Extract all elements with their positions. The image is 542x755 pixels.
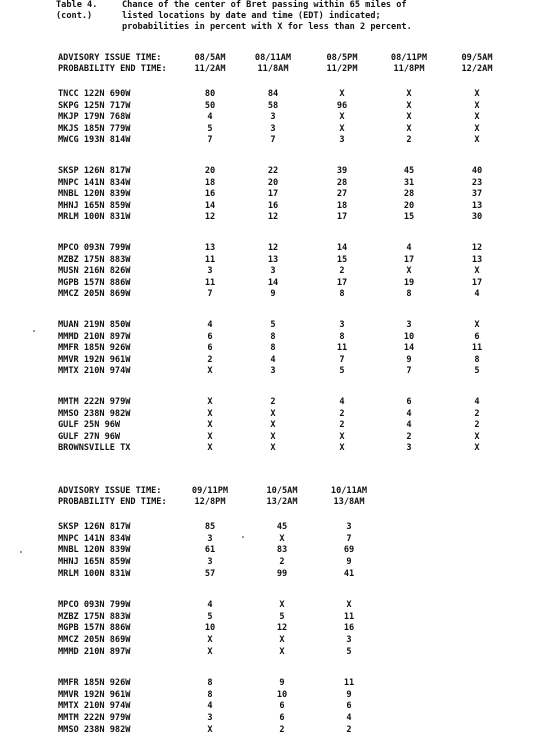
- probability-cell: 10: [403, 331, 415, 342]
- end-time-label: PROBABILITY END TIME:: [58, 64, 167, 74]
- probability-cell: 16: [267, 200, 279, 211]
- location-label: TNCC 122N 690W: [58, 89, 131, 99]
- issue-time: 08/5AM: [194, 53, 226, 63]
- probability-cell: 10: [204, 623, 216, 634]
- probability-cell: 40: [471, 166, 483, 176]
- probability-cell: X: [346, 600, 352, 610]
- probability-cell: X: [474, 112, 480, 122]
- probability-cell: 5: [279, 611, 285, 622]
- probability-cell: 5: [270, 320, 276, 330]
- probability-cell: 7: [406, 366, 412, 376]
- end-time: 12/2AM: [461, 64, 493, 74]
- probability-cell: 11: [336, 343, 348, 353]
- probability-cell: 2: [339, 408, 345, 419]
- issue-time: 08/11AM: [254, 53, 292, 63]
- probability-cell: 4: [207, 320, 213, 330]
- probability-cell: 85: [204, 522, 216, 532]
- probability-cell: 13: [471, 200, 483, 211]
- caption-line-3: probabilities in percent with X for less than 2 percent.: [122, 22, 412, 32]
- probability-cell: X: [207, 397, 213, 407]
- probability-cell: 7: [346, 533, 352, 544]
- probability-cell: 2: [406, 135, 412, 145]
- probability-cell: X: [279, 533, 285, 544]
- probability-cell: 8: [270, 343, 276, 353]
- probability-cell: 31: [403, 177, 415, 188]
- probability-cell: 45: [403, 166, 415, 176]
- probability-cell: 5: [207, 123, 213, 134]
- end-time: 12/8PM: [194, 497, 226, 507]
- probability-cell: 45: [276, 522, 288, 532]
- probability-cell: 3: [270, 112, 276, 122]
- end-time: 11/2PM: [326, 64, 358, 74]
- probability-cell: 4: [207, 600, 213, 610]
- end-time: 13/8AM: [333, 497, 365, 507]
- probability-cell: 2: [339, 420, 345, 430]
- location-label: MGPB 157N 886W: [58, 623, 131, 634]
- probability-cell: X: [474, 431, 480, 442]
- location-label: SKPG 125N 717W: [58, 100, 131, 111]
- probability-cell: 3: [270, 123, 276, 134]
- probability-cell: 17: [336, 277, 348, 288]
- probability-cell: 20: [204, 166, 216, 176]
- issue-time: 09/5AM: [461, 53, 493, 63]
- issue-time: 08/5PM: [326, 53, 358, 63]
- location-label: MZBZ 175N 883W: [58, 254, 131, 265]
- probability-cell: 11: [343, 611, 355, 622]
- probability-cell: 37: [471, 189, 483, 199]
- probability-cell: X: [207, 635, 213, 646]
- location-label: MWCG 193N 814W: [58, 135, 131, 145]
- table-cont: (cont.): [56, 11, 93, 21]
- end-time: 11/8AM: [257, 64, 289, 74]
- probability-cell: X: [207, 443, 213, 453]
- issue-time: 10/5AM: [266, 486, 298, 496]
- probability-cell: 6: [474, 331, 480, 342]
- probability-cell: X: [270, 408, 276, 419]
- probability-cell: 17: [403, 254, 415, 265]
- issue-time: 09/11PM: [191, 486, 229, 496]
- probability-cell: X: [270, 431, 276, 442]
- location-label: MGPB 157N 886W: [58, 277, 131, 288]
- probability-cell: 17: [471, 277, 483, 288]
- probability-cell: 28: [336, 177, 348, 188]
- end-time: 11/8PM: [393, 64, 425, 74]
- probability-cell: X: [474, 443, 480, 453]
- location-label: MNBL 120N 839W: [58, 189, 131, 199]
- probability-cell: 9: [346, 689, 352, 700]
- probability-cell: 8: [339, 331, 345, 342]
- probability-cell: 3: [207, 713, 213, 724]
- probability-cell: 2: [339, 266, 345, 276]
- probability-cell: 3: [270, 366, 276, 376]
- probability-cell: 69: [343, 545, 355, 556]
- probability-cell: 3: [406, 443, 412, 453]
- location-label: SKSP 126N 817W: [58, 522, 131, 532]
- probability-cell: 18: [336, 200, 348, 211]
- probability-cell: 10: [276, 689, 288, 700]
- probability-cell: X: [474, 123, 480, 134]
- location-label: MMTX 210N 974W: [58, 366, 131, 376]
- location-label: MMSO 238N 982W: [58, 724, 131, 735]
- probability-cell: 28: [403, 189, 415, 199]
- probability-cell: 12: [471, 243, 483, 253]
- probability-cell: 11: [343, 678, 355, 688]
- probability-cell: 7: [207, 289, 213, 299]
- location-label: MNBL 120N 839W: [58, 545, 131, 556]
- probability-cell: 20: [267, 177, 279, 188]
- location-label: MRLM 100N 831W: [58, 568, 131, 579]
- probability-cell: 3: [406, 320, 412, 330]
- probability-cell: 5: [207, 611, 213, 622]
- probability-cell: 80: [204, 89, 216, 99]
- probability-cell: 14: [267, 277, 279, 288]
- probability-cell: 9: [406, 354, 412, 365]
- location-label: MNPC 141N 834W: [58, 177, 131, 188]
- probability-cell: 3: [346, 635, 352, 646]
- probability-cell: 14: [403, 343, 415, 353]
- probability-cell: X: [339, 123, 345, 134]
- probability-cell: X: [474, 100, 480, 111]
- probability-cell: 2: [474, 420, 480, 430]
- probability-cell: 3: [339, 135, 345, 145]
- probability-cell: X: [406, 112, 412, 122]
- probability-cell: X: [339, 431, 345, 442]
- probability-cell: 2: [279, 724, 285, 735]
- location-label: MMVR 192N 961W: [58, 354, 131, 365]
- location-label: SKSP 126N 817W: [58, 166, 131, 176]
- probability-cell: X: [270, 420, 276, 430]
- probability-cell: 12: [267, 243, 279, 253]
- probability-cell: 11: [204, 254, 216, 265]
- probability-cell: 6: [279, 713, 285, 724]
- probability-cell: 3: [339, 320, 345, 330]
- probability-cell: 15: [336, 254, 348, 265]
- probability-cell: 3: [207, 533, 213, 544]
- probability-cell: 20: [403, 200, 415, 211]
- probability-cell: 2: [270, 397, 276, 407]
- probability-cell: X: [207, 646, 213, 657]
- probability-cell: 12: [204, 212, 216, 222]
- probability-cell: 2: [207, 354, 213, 365]
- probability-cell: 96: [336, 100, 348, 111]
- probability-cell: 15: [403, 212, 415, 222]
- probability-cell: 23: [471, 177, 483, 188]
- probability-cell: X: [207, 408, 213, 419]
- probability-cell: 8: [406, 289, 412, 299]
- probability-cell: 6: [207, 331, 213, 342]
- probability-cell: 6: [406, 397, 412, 407]
- end-time-label: PROBABILITY END TIME:: [58, 497, 167, 507]
- probability-cell: 2: [346, 724, 352, 735]
- probability-cell: 19: [403, 277, 415, 288]
- probability-cell: 3: [270, 266, 276, 276]
- probability-cell: 4: [207, 112, 213, 122]
- probability-cell: X: [406, 123, 412, 134]
- caption-line-2: listed locations by date and time (EDT) indicated;: [122, 11, 381, 21]
- probability-cell: X: [339, 443, 345, 453]
- caption-line-1: Chance of the center of Bret passing within 65 miles of: [122, 0, 407, 10]
- probability-cell: 83: [276, 545, 288, 556]
- issue-time-label: ADVISORY ISSUE TIME:: [58, 53, 162, 63]
- probability-cell: 4: [346, 713, 352, 724]
- issue-time: 10/11AM: [330, 486, 368, 496]
- location-label: BROWNSVILLE TX: [58, 443, 131, 453]
- probability-cell: X: [279, 635, 285, 646]
- probability-cell: 61: [204, 545, 216, 556]
- probability-cell: 6: [279, 701, 285, 712]
- probability-cell: X: [207, 724, 213, 735]
- location-label: MHNJ 165N 859W: [58, 557, 131, 568]
- location-label: GULF 25N 96W: [58, 420, 121, 430]
- probability-cell: 58: [267, 100, 279, 111]
- location-label: MZBZ 175N 883W: [58, 611, 131, 622]
- probability-cell: 11: [471, 343, 483, 353]
- probability-cell: 13: [267, 254, 279, 265]
- probability-cell: 4: [406, 408, 412, 419]
- probability-cell: 27: [336, 189, 348, 199]
- probability-cell: 8: [270, 331, 276, 342]
- probability-cell: X: [207, 431, 213, 442]
- probability-cell: X: [339, 112, 345, 122]
- probability-cell: 5: [346, 646, 352, 657]
- probability-cell: 30: [471, 212, 483, 222]
- probability-cell: 14: [336, 243, 348, 253]
- probability-cell: X: [474, 266, 480, 276]
- probability-cell: 5: [339, 366, 345, 376]
- probability-cell: 3: [346, 522, 352, 532]
- location-label: MMTM 222N 979W: [58, 397, 131, 407]
- location-label: MUAN 219N 850W: [58, 320, 131, 330]
- scan-speck: [242, 536, 244, 538]
- probability-cell: 39: [336, 166, 348, 176]
- probability-cell: 12: [267, 212, 279, 222]
- probability-cell: 3: [207, 266, 213, 276]
- probability-cell: 12: [276, 623, 288, 634]
- issue-time-label: ADVISORY ISSUE TIME:: [58, 486, 162, 496]
- probability-cell: X: [339, 89, 345, 99]
- probability-cell: 2: [474, 408, 480, 419]
- probability-cell: 14: [204, 200, 216, 211]
- probability-cell: 41: [343, 568, 355, 579]
- location-label: MMFR 185N 926W: [58, 678, 131, 688]
- probability-cell: 6: [207, 343, 213, 353]
- location-label: MRLM 100N 831W: [58, 212, 131, 222]
- probability-cell: X: [474, 135, 480, 145]
- location-label: MKJS 185N 779W: [58, 123, 131, 134]
- probability-cell: X: [279, 646, 285, 657]
- scan-speck: [33, 330, 35, 332]
- end-time: 13/2AM: [266, 497, 298, 507]
- probability-cell: X: [207, 420, 213, 430]
- probability-cell: X: [406, 266, 412, 276]
- probability-cell: 2: [279, 557, 285, 568]
- scan-speck: [20, 551, 22, 553]
- probability-cell: 8: [474, 354, 480, 365]
- location-label: MMMD 210N 897W: [58, 646, 131, 657]
- location-label: MMTX 210N 974W: [58, 701, 131, 712]
- table-number: Table 4.: [56, 0, 98, 10]
- issue-time: 08/11PM: [390, 53, 428, 63]
- probability-cell: 7: [339, 354, 345, 365]
- probability-cell: 22: [267, 166, 279, 176]
- location-label: MKJP 179N 768W: [58, 112, 131, 122]
- probability-cell: 9: [279, 678, 285, 688]
- probability-cell: 99: [276, 568, 288, 579]
- probability-cell: 13: [471, 254, 483, 265]
- probability-cell: 11: [204, 277, 216, 288]
- probability-cell: 7: [207, 135, 213, 145]
- location-label: MMFR 185N 926W: [58, 343, 131, 353]
- location-label: MNPC 141N 834W: [58, 533, 131, 544]
- probability-cell: 50: [204, 100, 216, 111]
- probability-cell: 4: [339, 397, 345, 407]
- probability-cell: X: [406, 100, 412, 111]
- probability-cell: 4: [474, 289, 480, 299]
- probability-cell: 8: [339, 289, 345, 299]
- location-label: MHNJ 165N 859W: [58, 200, 131, 211]
- probability-cell: X: [279, 600, 285, 610]
- probability-cell: 3: [207, 557, 213, 568]
- probability-cell: 57: [204, 568, 216, 579]
- probability-cell: 2: [406, 431, 412, 442]
- location-label: MMVR 192N 961W: [58, 689, 131, 700]
- probability-cell: 9: [270, 289, 276, 299]
- probability-cell: X: [474, 320, 480, 330]
- location-label: MMCZ 205N 869W: [58, 635, 131, 646]
- probability-cell: 8: [207, 678, 213, 688]
- probability-cell: 4: [406, 243, 412, 253]
- probability-cell: 7: [270, 135, 276, 145]
- probability-cell: 16: [343, 623, 355, 634]
- probability-cell: X: [207, 366, 213, 376]
- probability-cell: 4: [207, 701, 213, 712]
- probability-cell: 17: [267, 189, 279, 199]
- location-label: MUSN 216N 826W: [58, 266, 131, 276]
- probability-cell: 4: [474, 397, 480, 407]
- location-label: MMSO 238N 982W: [58, 408, 131, 419]
- probability-cell: 5: [474, 366, 480, 376]
- probability-cell: 18: [204, 177, 216, 188]
- probability-cell: 17: [336, 212, 348, 222]
- probability-cell: 6: [346, 701, 352, 712]
- probability-cell: 16: [204, 189, 216, 199]
- location-label: MPCO 093N 799W: [58, 243, 131, 253]
- probability-cell: X: [270, 443, 276, 453]
- probability-cell: 13: [204, 243, 216, 253]
- probability-cell: 4: [406, 420, 412, 430]
- probability-cell: 4: [270, 354, 276, 365]
- location-label: MMMD 210N 897W: [58, 331, 131, 342]
- location-label: MMCZ 205N 869W: [58, 289, 131, 299]
- probability-cell: 9: [346, 557, 352, 568]
- probability-cell: X: [406, 89, 412, 99]
- location-label: MPCO 093N 799W: [58, 600, 131, 610]
- probability-cell: 84: [267, 89, 279, 99]
- location-label: MMTM 222N 979W: [58, 713, 131, 724]
- probability-cell: 8: [207, 689, 213, 700]
- probability-cell: X: [474, 89, 480, 99]
- location-label: GULF 27N 96W: [58, 431, 121, 442]
- end-time: 11/2AM: [194, 64, 226, 74]
